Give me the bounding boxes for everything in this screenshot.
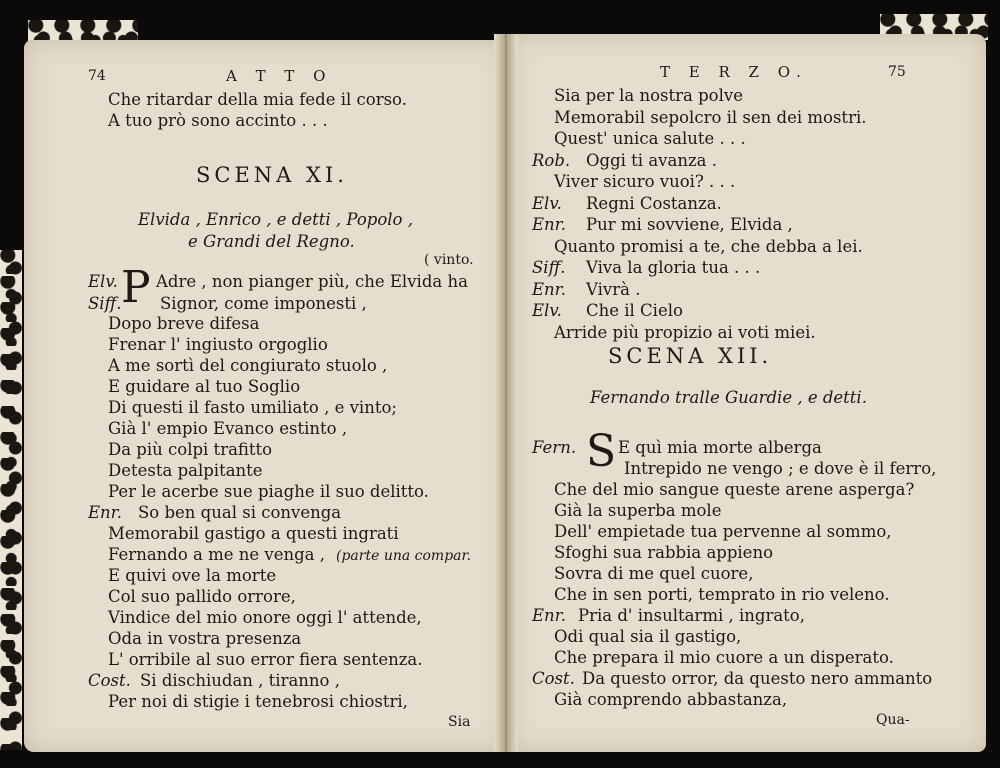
text-line: Di questi il fasto umiliato , e vinto; bbox=[108, 398, 397, 417]
text-line: E quivi ove la morte bbox=[108, 566, 277, 585]
catchword: Qua- bbox=[876, 712, 910, 728]
right-running-head: T E R Z O. bbox=[660, 63, 808, 81]
text-line: Detesta palpitante bbox=[108, 461, 263, 480]
catchword: Sia bbox=[448, 714, 471, 730]
text-line: Adre , non pianger più, che Elvida ha bbox=[156, 272, 468, 291]
speaker-label: Elv. bbox=[532, 193, 562, 213]
left-page-number: 74 bbox=[88, 68, 106, 84]
text-line: Fernando a me ne venga , bbox=[108, 545, 326, 564]
stage-direction: (parte una compar. bbox=[336, 548, 472, 564]
text-line: E quì mia morte alberga bbox=[618, 438, 822, 457]
speaker-label: Cost. bbox=[88, 671, 131, 690]
text-line: Memorabil gastigo a questi ingrati bbox=[108, 524, 399, 543]
text-line: Oggi ti avanza . bbox=[586, 150, 717, 170]
text-line: Per le acerbe sue piaghe il suo delitto. bbox=[108, 482, 429, 501]
text-line: Intrepido ne vengo ; e dove è il ferro, bbox=[624, 459, 937, 478]
text-line: Che ritardar della mia fede il corso. bbox=[108, 90, 407, 109]
speaker-label: Cost. bbox=[532, 669, 575, 688]
text-line: Già comprendo abbastanza, bbox=[554, 690, 788, 709]
speaker-label: Enr. bbox=[532, 606, 566, 625]
text-line: Memorabil sepolcro il sen dei mostri. bbox=[554, 107, 867, 127]
scene-title: SCENA XI. bbox=[196, 163, 348, 187]
cast-line: Fernando tralle Guardie , e detti. bbox=[590, 388, 867, 407]
text-line: A tuo prò sono accinto . . . bbox=[108, 111, 328, 130]
text-line: Sia per la nostra polve bbox=[554, 86, 743, 105]
speaker-label: Elv. bbox=[532, 301, 562, 320]
text-line: Che in sen porti, temprato in rio veleno. bbox=[554, 585, 890, 604]
right-page-number: 75 bbox=[888, 64, 906, 80]
left-running-head: A T T O bbox=[226, 67, 333, 85]
turnover-vinto: ( vinto. bbox=[424, 252, 474, 268]
text-line: L' orribile al suo error fiera sentenza. bbox=[108, 650, 423, 669]
text-line: Che prepara il mio cuore a un disperato. bbox=[554, 648, 894, 667]
text-line: Da più colpi trafitto bbox=[108, 440, 273, 459]
speaker-label: Enr. bbox=[532, 279, 566, 299]
speaker-label: Fern. bbox=[532, 438, 577, 457]
text-line: Già l' empio Evanco estinto , bbox=[108, 419, 348, 438]
text-line: Viver sicuro vuoi? . . . bbox=[554, 172, 736, 191]
text-line: Col suo pallido orrore, bbox=[108, 587, 296, 606]
speaker-label: Siff. bbox=[88, 294, 122, 313]
text-line: Frenar l' ingiusto orgoglio bbox=[108, 335, 328, 354]
drop-cap: P bbox=[121, 262, 151, 313]
text-line: Che il Cielo bbox=[586, 301, 683, 320]
speaker-label: Enr. bbox=[532, 215, 566, 234]
text-line: Pria d' insultarmi , ingrato, bbox=[578, 606, 805, 625]
text-line: Sovra di me quel cuore, bbox=[554, 564, 754, 583]
text-line: Dopo breve difesa bbox=[108, 314, 260, 333]
text-line: Vivrà . bbox=[586, 279, 641, 299]
speaker-label: Rob. bbox=[532, 150, 571, 170]
text-line: Vindice del mio onore oggi l' attende, bbox=[108, 608, 422, 627]
text-line: Si dischiudan , tiranno , bbox=[140, 671, 340, 690]
text-line: Già la superba mole bbox=[554, 501, 722, 520]
text-line: E guidare al tuo Soglio bbox=[108, 377, 301, 396]
cast-line: Elvida , Enrico , e detti , Popolo , bbox=[138, 210, 413, 229]
text-line: So ben qual si convenga bbox=[138, 503, 342, 522]
text-line: Da questo orror, da questo nero ammanto bbox=[582, 669, 933, 688]
text-line: Quanto promisi a te, che debba a lei. bbox=[554, 236, 863, 256]
text-line: Signor, come imponesti , bbox=[160, 294, 367, 313]
marbled-endpaper bbox=[0, 250, 22, 750]
text-line: Sfoghi sua rabbia appieno bbox=[554, 543, 774, 562]
text-line: Viva la gloria tua . . . bbox=[586, 258, 761, 277]
text-line: Arride più propizio ai voti miei. bbox=[554, 322, 816, 342]
drop-cap: S bbox=[586, 426, 617, 477]
text-line: Quest' unica salute . . . bbox=[554, 129, 746, 148]
text-line: Regni Costanza. bbox=[586, 193, 722, 213]
text-line: A me sortì del congiurato stuolo , bbox=[108, 356, 388, 375]
text-line: Pur mi sovviene, Elvida , bbox=[586, 215, 793, 234]
text-line: Che del mio sangue queste arene asperga? bbox=[554, 480, 915, 499]
book-gutter bbox=[494, 34, 518, 752]
text-line: Oda in vostra presenza bbox=[108, 629, 302, 648]
scene-title: SCENA XII. bbox=[608, 344, 773, 368]
cast-line: e Grandi del Regno. bbox=[188, 232, 355, 251]
speaker-label: Elv. bbox=[88, 272, 118, 291]
text-line: Per noi di stigie i tenebrosi chiostri, bbox=[108, 692, 408, 711]
text-line: Dell' empietade tua pervenne al sommo, bbox=[554, 522, 892, 541]
text-line: Odi qual sia il gastigo, bbox=[554, 627, 742, 646]
speaker-label: Enr. bbox=[88, 503, 122, 522]
speaker-label: Siff. bbox=[532, 258, 566, 277]
